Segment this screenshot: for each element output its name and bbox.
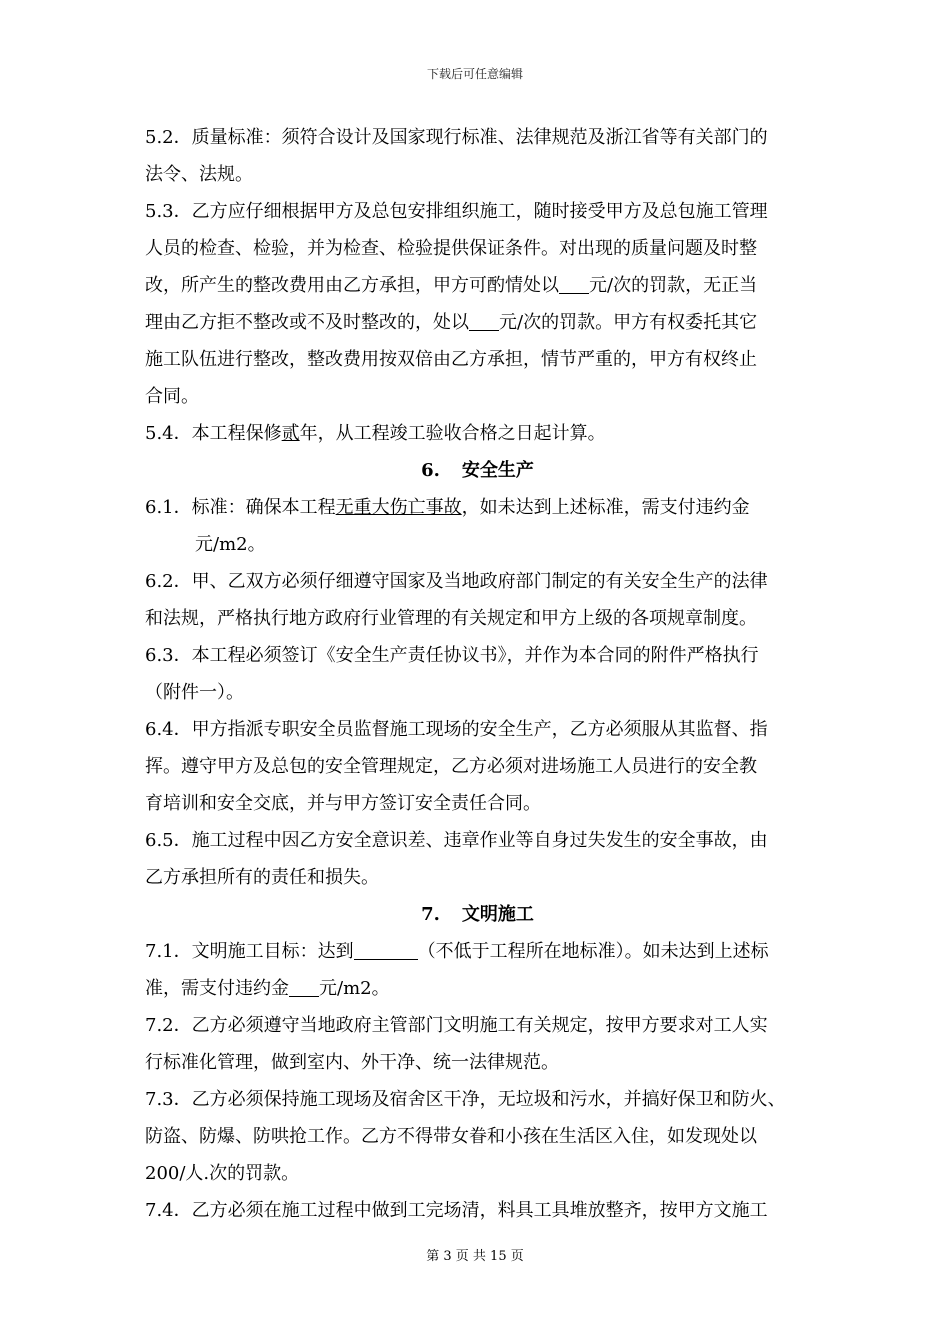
text-segment: 5.4．本工程保修	[145, 423, 282, 444]
section-heading-7	[145, 896, 810, 933]
paragraph-5-3-line-5: 施工队伍进行整改，整改费用按双倍由乙方承担，情节严重的，甲方有权终止	[145, 349, 757, 370]
paragraph-6-1-line-2: 元/m2。	[195, 534, 266, 555]
fill-in-blank	[469, 308, 499, 331]
page-footer: 第 3 页 共 15 页	[426, 1249, 524, 1264]
paragraph-5-3-line-4	[145, 304, 810, 341]
text-segment: 6.1．标准：确保本工程	[145, 497, 336, 518]
section-heading-6	[145, 452, 810, 489]
paragraph-7-3-line-2: 防盗、防爆、防哄抢工作。乙方不得带女眷和小孩在生活区入住，如发现处以	[145, 1126, 757, 1147]
text-segment: （不低于工程所在地标准）。如未达到上述标	[417, 941, 769, 962]
page-header: 下载后可任意编辑	[426, 67, 523, 81]
fill-in-blank	[289, 974, 319, 997]
underlined-value: 贰	[281, 423, 300, 444]
paragraph-6-3-line-1: 6.3．本工程必须签订《安全生产责任协议书》，并作为本合同的附件严格执行	[145, 645, 759, 666]
paragraph-5-4	[145, 415, 810, 452]
text-segment: 元/次的罚款，无正当	[589, 275, 758, 296]
paragraph-5-3-line-6: 合同。	[145, 386, 199, 407]
paragraph-7-4-line-1: 7.4．乙方必须在施工过程中做到工完场清，料具工具堆放整齐，按甲方文施工	[145, 1200, 768, 1221]
section-title: 文明施工	[461, 904, 534, 925]
paragraph-7-1-line-1	[145, 933, 810, 970]
paragraph-7-3-line-1: 7.3．乙方必须保持施工现场及宿舍区干净，无垃圾和污水，并搞好保卫和防火、	[145, 1089, 786, 1110]
paragraph-6-4-line-3: 育培训和安全交底，并与甲方签订安全责任合同。	[145, 793, 541, 814]
text-segment: 年，从工程竣工验收合格之日起计算。	[299, 423, 606, 444]
paragraph-6-1-line-1	[145, 489, 810, 526]
fill-in-blank	[559, 271, 589, 294]
section-number: 7.	[421, 904, 440, 925]
paragraph-5-3-line-3	[145, 267, 810, 304]
paragraph-5-2-line-1: 5.2．质量标准：须符合设计及国家现行标准、法律规范及浙江省等有关部门的	[145, 127, 768, 148]
paragraph-6-5-line-1: 6.5．施工过程中因乙方安全意识差、违章作业等自身过失发生的安全事故，由	[145, 830, 768, 851]
text-segment: 理由乙方拒不整改或不及时整改的，处以	[145, 312, 469, 333]
paragraph-6-2-line-2: 和法规，严格执行地方政府行业管理的有关规定和甲方上级的各项规章制度。	[145, 608, 757, 629]
section-number: 6.	[421, 460, 440, 481]
fill-in-blank	[354, 937, 418, 960]
section-title: 安全生产	[461, 460, 534, 481]
text-segment: 准，需支付违约金	[145, 978, 289, 999]
underlined-value: 无重大伤亡事故	[335, 497, 462, 518]
paragraph-6-5-line-2: 乙方承担所有的责任和损失。	[145, 867, 379, 888]
paragraph-6-4-line-1: 6.4．甲方指派专职安全员监督施工现场的安全生产，乙方必须服从其监督、指	[145, 719, 768, 740]
text-segment: 元/次的罚款。甲方有权委托其它	[499, 312, 758, 333]
text-segment: 改，所产生的整改费用由乙方承担，甲方可酌情处以	[145, 275, 559, 296]
paragraph-5-3-line-1: 5.3．乙方应仔细根据甲方及总包安排组织施工，随时接受甲方及总包施工管理	[145, 201, 768, 222]
paragraph-5-3-line-2: 人员的检查、检验，并为检查、检验提供保证条件。对出现的质量问题及时整	[145, 238, 757, 259]
paragraph-6-4-line-2: 挥。遵守甲方及总包的安全管理规定，乙方必须对进场施工人员进行的安全教	[145, 756, 757, 777]
paragraph-7-3-line-3: 200/人.次的罚款。	[145, 1163, 300, 1184]
paragraph-6-2-line-1: 6.2．甲、乙双方必须仔细遵守国家及当地政府部门制定的有关安全生产的法律	[145, 571, 768, 592]
paragraph-7-2-line-2: 行标准化管理，做到室内、外干净、统一法律规范。	[145, 1052, 559, 1073]
paragraph-7-2-line-1: 7.2．乙方必须遵守当地政府主管部门文明施工有关规定，按甲方要求对工人实	[145, 1015, 768, 1036]
text-segment: 7.1．文明施工目标：达到	[145, 941, 354, 962]
text-segment: 元/m2。	[319, 978, 390, 999]
paragraph-6-3-line-2: （附件一）。	[145, 682, 244, 703]
text-segment: ，如未达到上述标准，需支付违约金	[461, 497, 750, 518]
paragraph-5-2-line-2: 法令、法规。	[145, 164, 253, 185]
paragraph-7-1-line-2	[145, 970, 810, 1007]
document-body	[145, 119, 810, 1229]
